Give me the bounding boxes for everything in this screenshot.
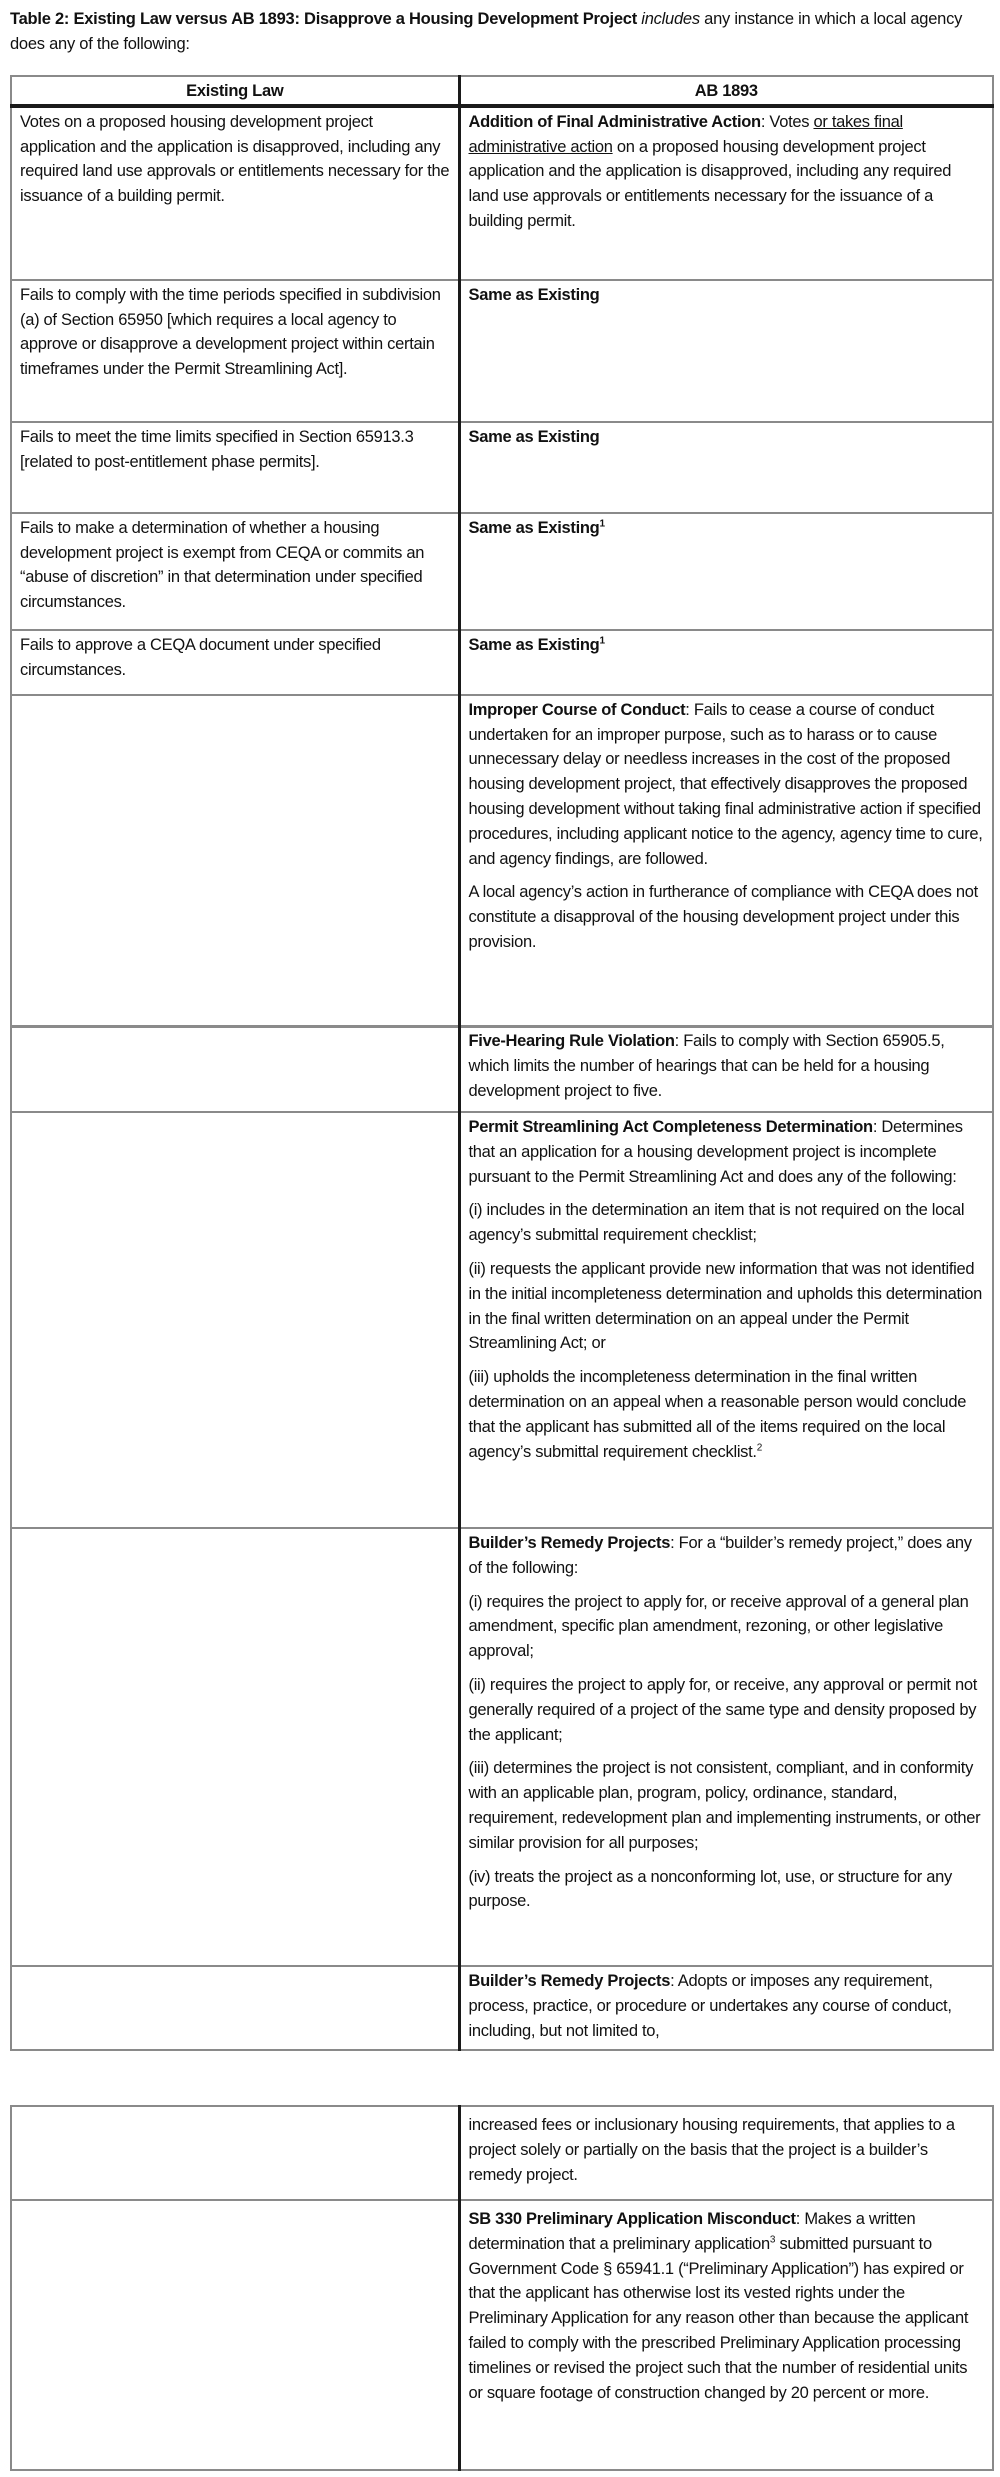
table-row [11,630,993,695]
provision-text: : For a “builder’s remedy project,” does any of the following: [468,1534,972,1577]
existing-law-cell-empty [11,2106,459,2200]
list-item: (iv) treats the project as a nonconforming lot, use, or structure for any purpose. [468,1867,952,1911]
ab-1893-cell [459,513,993,630]
table-row [11,2200,993,2470]
provision-text: : Makes a written determination that a preliminary application [468,2210,916,2253]
existing-law-cell: Fails to approve a CEQA document under specified circumstances. [11,630,459,695]
existing-law-cell-empty [11,1026,459,1112]
footnote-marker[interactable]: 1 [599,635,605,647]
existing-law-cell-empty [11,1528,459,1966]
ab-1893-cell [459,422,993,513]
existing-law-cell: Fails to meet the time limits specified in Section 65913.3 [related to post-entitlement phase permits]. [11,422,459,513]
column-header-ab-1893: AB 1893 [459,76,993,106]
provision-label: Permit Streamlining Act Completeness Determination [468,1118,873,1136]
table-row-continued [11,2106,993,2200]
provision-text: submitted pursuant to Government Code § 65941.1 (“Preliminary Application”) has expired or that the applicant has otherwise lost its vested rights under the Preliminary Application for any reason other than because the applicant failed to comply with the prescribed Preliminary Application processing timelines or revised the project such that the number of residential units or square footage of construction changed by 20 percent or more. [468,2234,969,2402]
provision-text: : Votes [760,112,814,131]
table-caption [10,7,990,57]
column-header-existing-law: Existing Law [11,76,459,106]
table-row [11,106,993,280]
ab-1893-cell [459,1528,993,1966]
ab-1893-cell [459,1966,993,2050]
provision-label: Builder’s Remedy Projects [468,1972,671,1990]
table-row [11,422,993,513]
caption-suffix: any instance in which a local agency does any of the following: [10,10,963,53]
provision-label: Builder’s Remedy Projects [468,1534,671,1552]
existing-law-cell: Votes on a proposed housing development project application and the application is disapproved, including any required land use approvals or entitlements necessary for the issuance of a building permit. [11,106,459,280]
provision-text: : Adopts or imposes any requirement, process, practice, or procedure or undertakes any course of conduct, including, but not limited to, [468,1972,952,2040]
provision-label: Improper Course of Conduct [468,700,686,719]
provision-label: Five-Hearing Rule Violation [468,1032,675,1050]
table-row [11,1528,993,1966]
footnote-marker[interactable]: 2 [756,1442,762,1454]
ab-1893-cell-continued: increased fees or inclusionary housing requirements, that applies to a project solely or partially on the basis that the project is a builder’s remedy project. [459,2106,993,2200]
caption-title: Table 2: Existing Law versus AB 1893: Disapprove a Housing Development Project [10,10,642,28]
list-item: (ii) requires the project to apply for, or receive, any approval or permit not generally required of a project of the same type and density proposed by the applicant; [468,1675,978,1744]
list-item: (i) includes in the determination an item that is not required on the local agency’s submittal requirement checklist; [468,1201,965,1245]
provision-paragraph: A local agency’s action in furtherance of compliance with CEQA does not constitute a disapproval of the housing development project under this provision. [468,883,978,951]
ab-1893-cell [459,695,993,1027]
table-row [11,1966,993,2050]
table-row [11,513,993,630]
provision-label: Same as Existing [468,518,600,537]
ab-1893-cell [459,1026,993,1112]
ab-1893-cell [459,280,993,422]
ab-1893-cell [459,2200,993,2470]
comparison-table-part-1 [10,75,994,1028]
provision-text: on a proposed housing development project application and the application is disapproved, including any required land use approvals or entitlements necessary for the issuance of a building permit. [468,137,952,230]
table-row [11,280,993,422]
list-item-text: (iii) upholds the incompleteness determination in the final written determination on an appeal when a reasonable person would conclude that the applicant has submitted all of the items required on the local agency’s submittal requirement checklist. [468,1368,967,1461]
table-row [11,1026,993,1112]
existing-law-cell-empty [11,1112,459,1528]
provision-text: : Determines that an application for a housing development project is incomplete pursuant to the Permit Streamlining Act and does any of the following: [468,1118,963,1186]
list-item: (ii) requests the applicant provide new information that was not identified in the initial incompleteness determination and upholds this determination in the final written determination on an appeal under the Permit Streamlining Act; or [468,1259,982,1353]
table-header-row [11,76,993,106]
ab-1893-cell [459,630,993,695]
footnote-marker[interactable]: 3 [769,2234,776,2246]
provision-label: Same as Existing [468,285,600,304]
provision-label: Same as Existing [468,427,600,446]
existing-law-cell-empty [11,2200,459,2470]
table-row [11,695,993,1027]
comparison-table-part-2 [10,1025,994,2051]
footnote-marker[interactable]: 1 [599,518,605,530]
ab-1893-cell [459,1112,993,1528]
list-item: (iii) determines the project is not consistent, compliant, and in conformity with an applicable plan, program, policy, ordinance, standard, requirement, redevelopment plan and implementing instruments, or other similar provision for all purposes; [468,1759,981,1852]
existing-law-cell-empty [11,695,459,1027]
existing-law-cell: Fails to comply with the time periods specified in subdivision (a) of Section 65950 [which requires a local agency to approve or disapprove a development project within certain timeframes under the Permit Streamlining Act]. [11,280,459,422]
list-item [469,1365,985,1464]
ab-1893-cell [459,106,993,280]
comparison-table-part-3 [10,2105,994,2471]
list-item: (i) requires the project to apply for, or receive approval of a general plan amendment, specific plan amendment, rezoning, or other legislative approval; [468,1592,969,1661]
table-row [11,1112,993,1528]
provision-label: Addition of Final Administrative Action [468,112,761,131]
provision-label: SB 330 Preliminary Application Misconduct [468,2210,796,2228]
existing-law-cell-empty [11,1966,459,2050]
existing-law-cell: Fails to make a determination of whether a housing development project is exempt from CEQA or commits an “abuse of discretion” in that determination under specified circumstances. [11,513,459,630]
provision-text: : Fails to comply with Section 65905.5, which limits the number of hearings that can be held for a housing development project to five. [468,1032,945,1100]
provision-label: Same as Existing [468,635,600,654]
added-text-underlined: or takes final administrative action [468,112,903,156]
provision-text: : Fails to cease a course of conduct undertaken for an improper purpose, such as to harass or to cause unnecessary delay or needless increases in the cost of the proposed housing development project, that effectively disapproves the proposed housing development without taking final administrative action if specified procedures, including applicant notice to the agency, agency time to cure, and agency findings, are followed. [468,700,983,868]
caption-emphasis: includes [641,10,700,28]
